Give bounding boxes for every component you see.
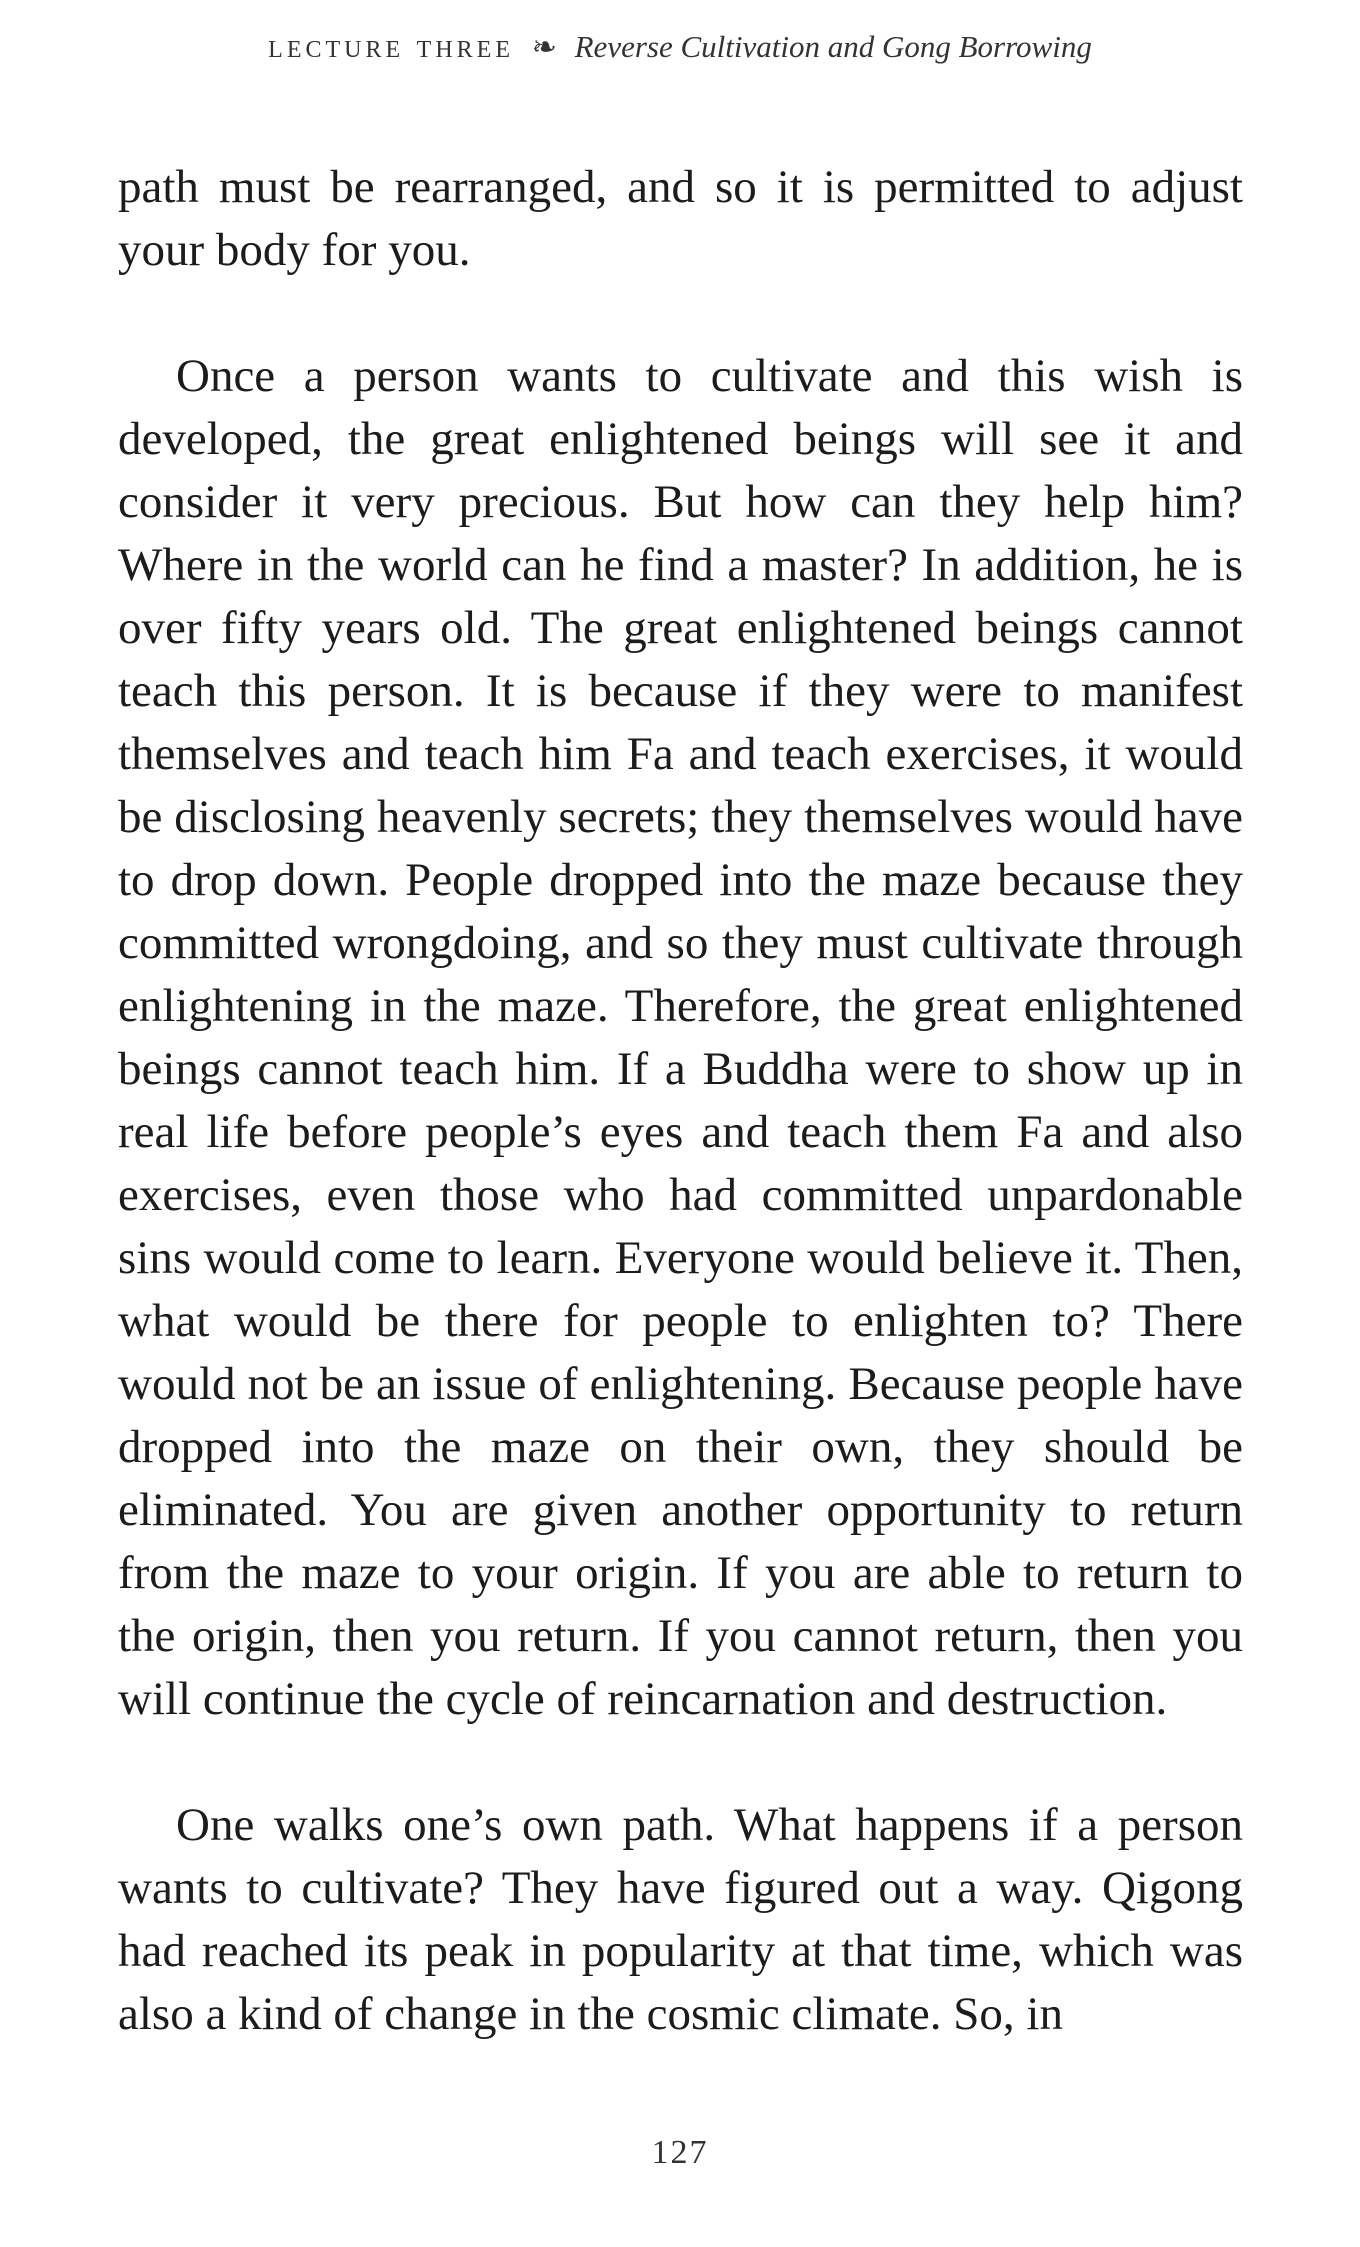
paragraph: Once a person wants to cultivate and this wish is developed, the great enlightened beings will see it and consider it very precious. But how can they help him? Where in the world can he find a master? In addition, he is over fifty years old. The great enlightened beings cannot teach this person. It is because if they were to manifest themselves and teach him Fa and teach exercises, it would be disclosing heavenly secrets; they themselves would have to drop down. People dropped into the maze because they committed wrongdoing, and so they must cultivate through enlightening in the maze. Therefore, the great enlightened beings cannot teach him. If a Buddha were to show up in real life before people’s eyes and teach them Fa and also exercises, even those who had committed unpardonable sins would come to learn. Everyone would believe it. Then, what would be there for people to enlighten to? There would not be an issue of enlightening. Because people have dropped into the maze on their own, they should be eliminated. You are given another opportunity to return from the maze to your origin. If you are able to return to the origin, then you return. If you cannot return, then you will continue the cycle of reincarnation and destruction. [118,350,1243,1725]
chapter-title: Reverse Cultivation and Gong Borrowing [574,29,1092,64]
paragraph: One walks one’s own path. What happens if a person wants to cultivate? They have figured out a way. Qigong had reached its peak in popularity at that time, which was also a kind of change in the cosmic climate. So, in [118,1799,1243,2040]
fleuron-icon: ❧ [531,31,557,64]
body-text [118,156,1243,2109]
paragraph-continued: path must be rearranged, and so it is permitted to adjust your body for you. [118,161,1243,276]
page-number: 127 [651,2134,709,2171]
running-head [0,28,1360,66]
lecture-label: lecture three [268,28,514,65]
